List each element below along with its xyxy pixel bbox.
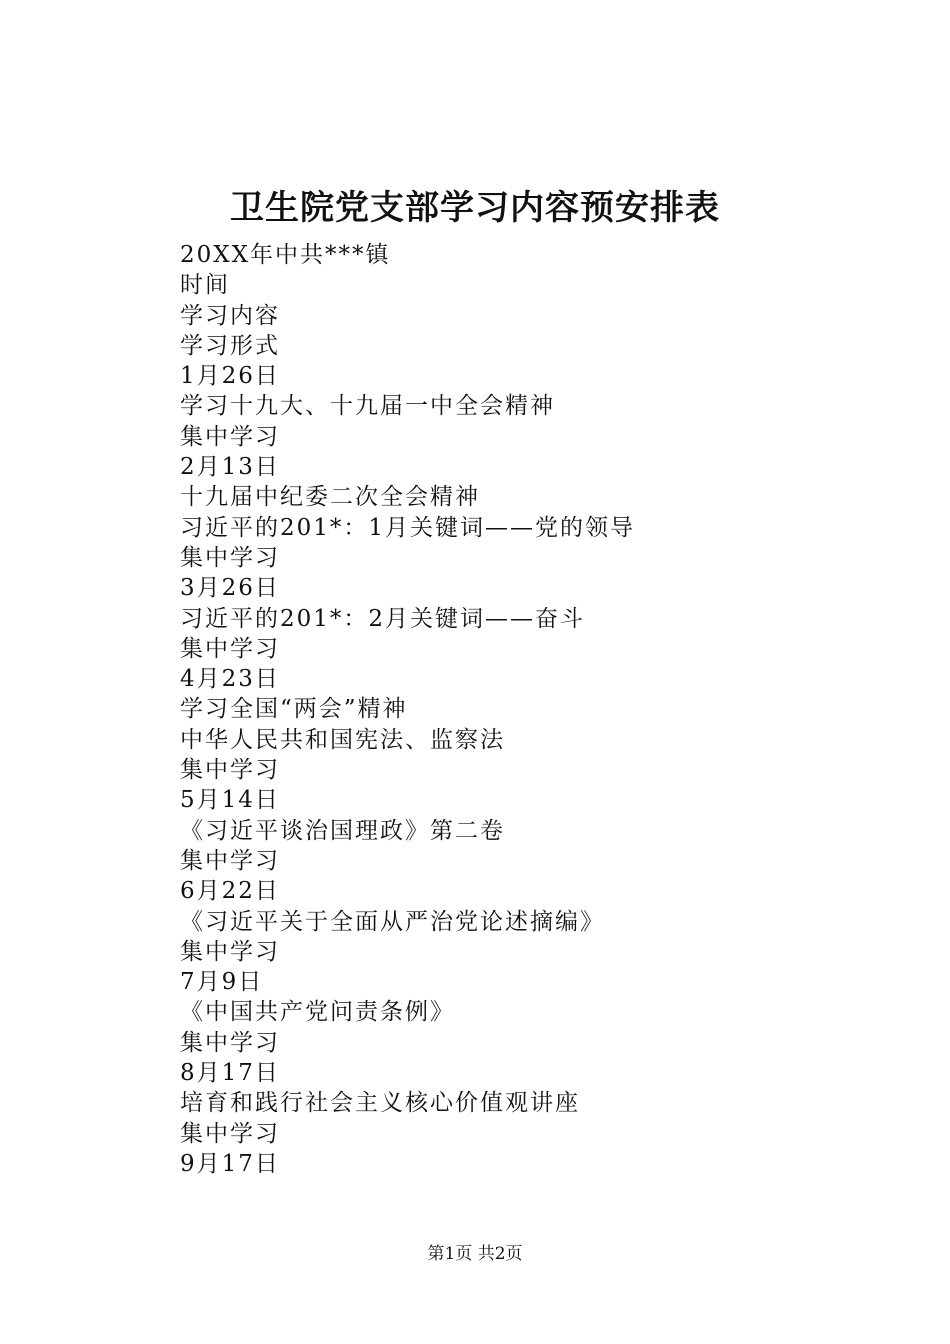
text-line: 集中学习 — [180, 938, 280, 965]
text-line: 集中学习 — [180, 1029, 280, 1056]
page-title: 卫生院党支部学习内容预安排表 — [230, 188, 720, 228]
text-line: 1月26日 — [180, 363, 280, 390]
page-footer: 第1页 共2页 — [427, 1244, 523, 1264]
text-line: 集中学习 — [180, 1120, 280, 1147]
text-line: 集中学习 — [180, 635, 280, 662]
text-line: 集中学习 — [180, 847, 280, 874]
text-line: 7月9日 — [180, 969, 264, 996]
document-body — [180, 240, 880, 1179]
text-line: 9月17日 — [180, 1150, 280, 1177]
text-line: 《习近平谈治国理政》第二卷 — [180, 817, 505, 844]
text-line: 4月23日 — [180, 666, 280, 693]
text-line: 培育和践行社会主义核心价值观讲座 — [180, 1090, 580, 1117]
text-line: 学习内容 — [180, 302, 280, 329]
text-line: 6月22日 — [180, 878, 280, 905]
text-line: 学习十九大、十九届一中全会精神 — [180, 393, 555, 420]
text-line: 学习形式 — [180, 332, 280, 359]
text-line: 十九届中纪委二次全会精神 — [180, 484, 480, 511]
text-line: 学习全国“两会”精神 — [180, 696, 408, 723]
text-line: 20XX年中共***镇 — [180, 242, 391, 268]
text-line: 集中学习 — [180, 423, 280, 450]
text-line: 中华人民共和国宪法、监察法 — [180, 726, 505, 753]
text-line: 《中国共产党问责条例》 — [180, 999, 455, 1026]
text-line: 3月26日 — [180, 575, 280, 602]
text-line: 集中学习 — [180, 757, 280, 784]
text-line: 《习近平关于全面从严治党论述摘编》 — [180, 908, 605, 935]
text-line: 习近平的201*：1月关键词——党的领导 — [180, 514, 636, 541]
text-line: 集中学习 — [180, 544, 280, 571]
text-line: 时间 — [180, 272, 230, 299]
text-line: 8月17日 — [180, 1060, 280, 1087]
text-line: 5月14日 — [180, 787, 280, 814]
text-line: 习近平的201*：2月关键词——奋斗 — [180, 605, 586, 632]
text-line: 2月13日 — [180, 454, 280, 481]
